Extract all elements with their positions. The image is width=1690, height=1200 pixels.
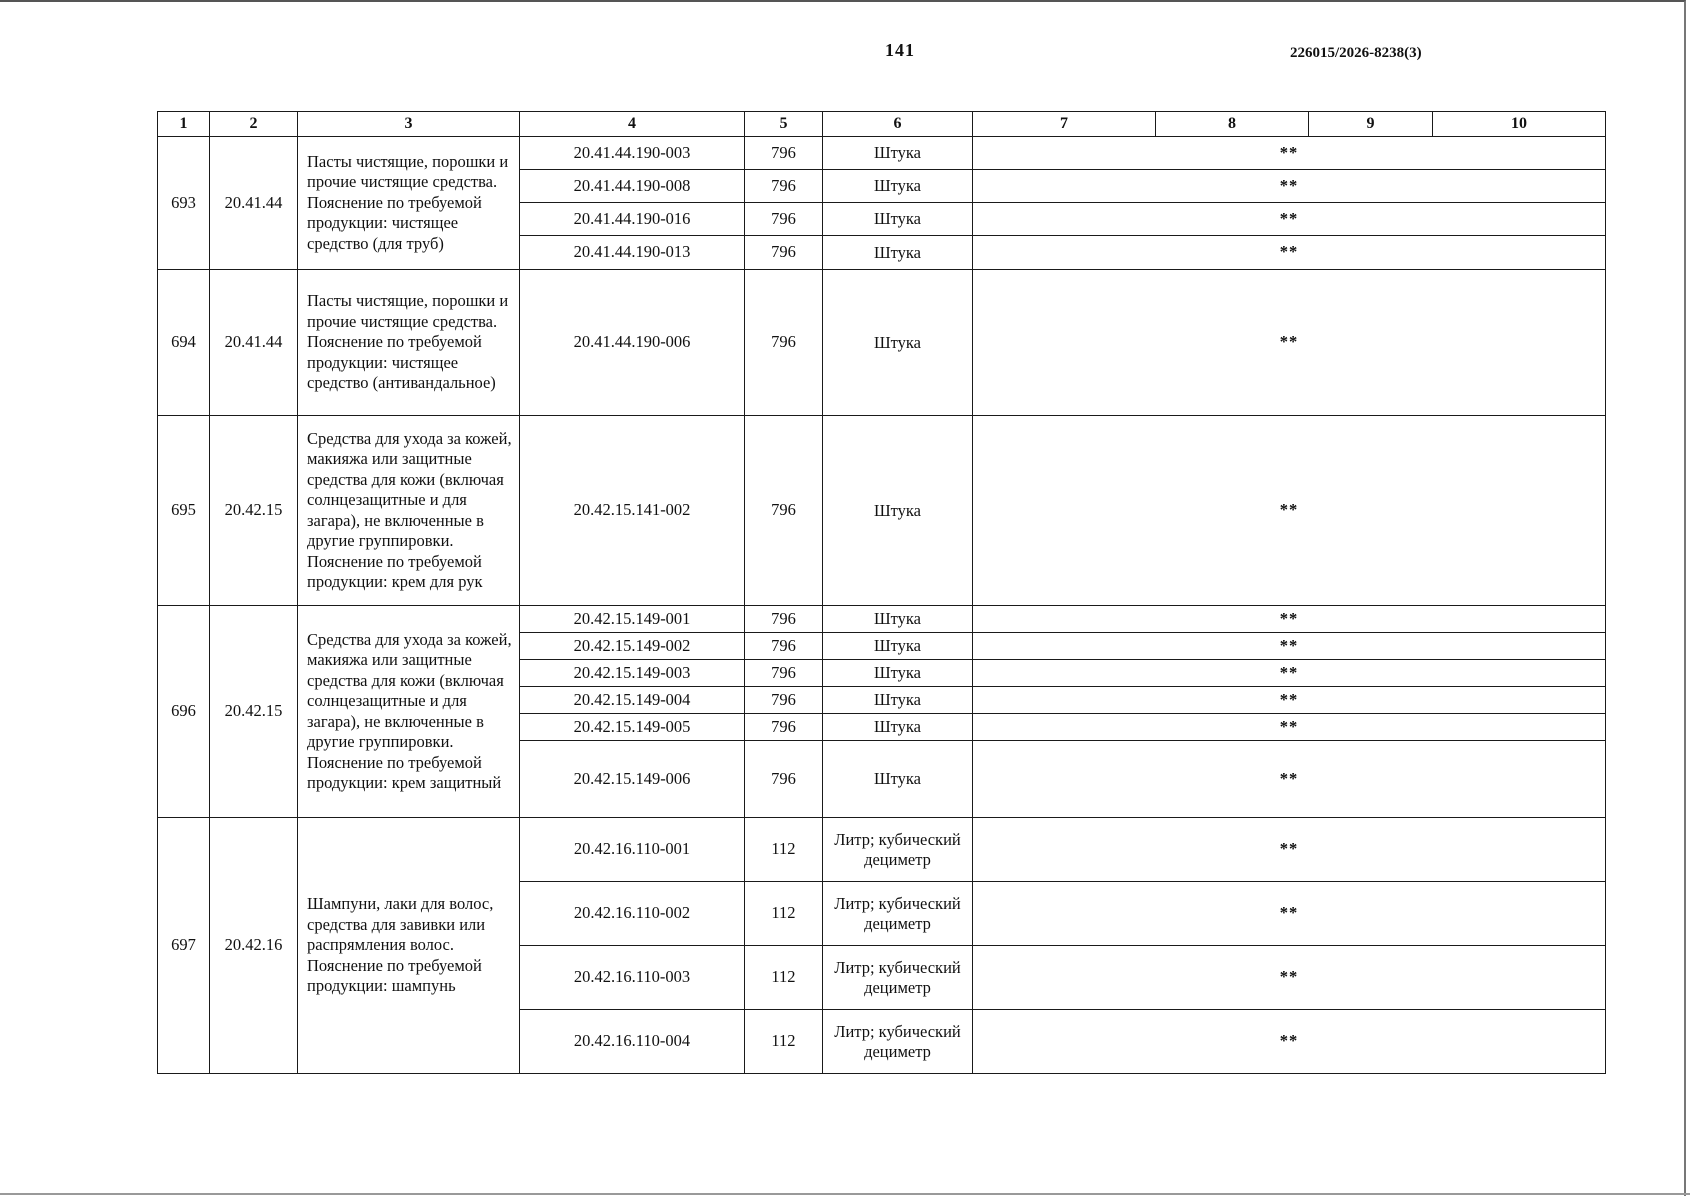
product-description: Шампуни, лаки для волос, средства для завивки или распрямления волос. Пояснение по требуемой продукции: шампунь [298,818,520,1074]
product-description: Пасты чистящие, порошки и прочие чистящие средства. Пояснение по требуемой продукции: чистящее средство (антивандальное) [298,270,520,416]
unit-name: Штука [823,170,973,203]
okei-code: 112 [745,946,823,1010]
unit-name: Штука [823,416,973,606]
unit-name: Литр; кубический дециметр [823,1010,973,1074]
okei-code: 796 [745,170,823,203]
okei-code: 796 [745,741,823,818]
okei-code: 796 [745,633,823,660]
okpd-code: 20.41.44 [210,137,298,270]
row-number: 697 [158,818,210,1074]
characteristics-mark: ** [973,687,1606,714]
item-code: 20.41.44.190-003 [520,137,745,170]
okei-code: 796 [745,714,823,741]
okpd-code: 20.42.16 [210,818,298,1074]
item-code: 20.42.15.149-003 [520,660,745,687]
column-header-5: 5 [745,112,823,137]
characteristics-mark: ** [973,137,1606,170]
table-row [158,818,1606,882]
unit-name: Штука [823,633,973,660]
product-description: Средства для ухода за кожей, макияжа или защитные средства для кожи (включая солнцезащитные и для загара), не включенные в другие группировки. Пояснение по требуемой продукции: крем для рук [298,416,520,606]
unit-name: Штука [823,741,973,818]
characteristics-mark: ** [973,714,1606,741]
okei-code: 796 [745,203,823,236]
column-header-10: 10 [1433,112,1606,137]
item-code: 20.42.16.110-002 [520,882,745,946]
okei-code: 796 [745,687,823,714]
bottom-rule [0,1193,1690,1195]
item-code: 20.41.44.190-008 [520,170,745,203]
product-description: Пасты чистящие, порошки и прочие чистящие средства. Пояснение по требуемой продукции: чистящее средство (для труб) [298,137,520,270]
item-code: 20.42.16.110-004 [520,1010,745,1074]
unit-name: Штука [823,203,973,236]
characteristics-mark: ** [973,741,1606,818]
column-header-7: 7 [973,112,1156,137]
table-header [158,112,1606,137]
okei-code: 796 [745,416,823,606]
characteristics-mark: ** [973,946,1606,1010]
products-table [157,111,1606,1074]
column-header-8: 8 [1156,112,1309,137]
unit-name: Штука [823,660,973,687]
item-code: 20.42.16.110-003 [520,946,745,1010]
item-code: 20.42.15.149-001 [520,606,745,633]
characteristics-mark: ** [973,236,1606,270]
unit-name: Литр; кубический дециметр [823,818,973,882]
unit-name: Штука [823,714,973,741]
item-code: 20.42.15.149-002 [520,633,745,660]
okpd-code: 20.42.15 [210,606,298,818]
column-header-1: 1 [158,112,210,137]
table-body [158,137,1606,1074]
row-number: 694 [158,270,210,416]
document-id: 226015/2026-8238(3) [1290,45,1422,61]
item-code: 20.42.15.149-006 [520,741,745,818]
column-header-3: 3 [298,112,520,137]
row-number: 696 [158,606,210,818]
okei-code: 112 [745,882,823,946]
table-row [158,137,1606,170]
okei-code: 796 [745,270,823,416]
unit-name: Штука [823,606,973,633]
item-code: 20.42.15.141-002 [520,416,745,606]
row-number: 693 [158,137,210,270]
unit-name: Литр; кубический дециметр [823,946,973,1010]
characteristics-mark: ** [973,606,1606,633]
item-code: 20.42.15.149-005 [520,714,745,741]
okei-code: 796 [745,660,823,687]
characteristics-mark: ** [973,416,1606,606]
okei-code: 796 [745,606,823,633]
product-description: Средства для ухода за кожей, макияжа или защитные средства для кожи (включая солнцезащитные и для загара), не включенные в другие группировки. Пояснение по требуемой продукции: крем защитный [298,606,520,818]
okei-code: 796 [745,137,823,170]
okei-code: 796 [745,236,823,270]
characteristics-mark: ** [973,633,1606,660]
page-number: 141 [885,40,915,60]
item-code: 20.42.16.110-001 [520,818,745,882]
table-row [158,416,1606,606]
okei-code: 112 [745,1010,823,1074]
characteristics-mark: ** [973,203,1606,236]
item-code: 20.41.44.190-016 [520,203,745,236]
okpd-code: 20.41.44 [210,270,298,416]
characteristics-mark: ** [973,882,1606,946]
characteristics-mark: ** [973,818,1606,882]
unit-name: Литр; кубический дециметр [823,882,973,946]
unit-name: Штука [823,270,973,416]
characteristics-mark: ** [973,170,1606,203]
unit-name: Штука [823,137,973,170]
item-code: 20.41.44.190-006 [520,270,745,416]
characteristics-mark: ** [973,660,1606,687]
row-number: 695 [158,416,210,606]
column-header-4: 4 [520,112,745,137]
table-row [158,606,1606,633]
column-header-2: 2 [210,112,298,137]
okpd-code: 20.42.15 [210,416,298,606]
item-code: 20.42.15.149-004 [520,687,745,714]
characteristics-mark: ** [973,1010,1606,1074]
column-header-6: 6 [823,112,973,137]
item-code: 20.41.44.190-013 [520,236,745,270]
column-header-9: 9 [1309,112,1433,137]
unit-name: Штука [823,687,973,714]
table-row [158,270,1606,416]
unit-name: Штука [823,236,973,270]
characteristics-mark: ** [973,270,1606,416]
okei-code: 112 [745,818,823,882]
